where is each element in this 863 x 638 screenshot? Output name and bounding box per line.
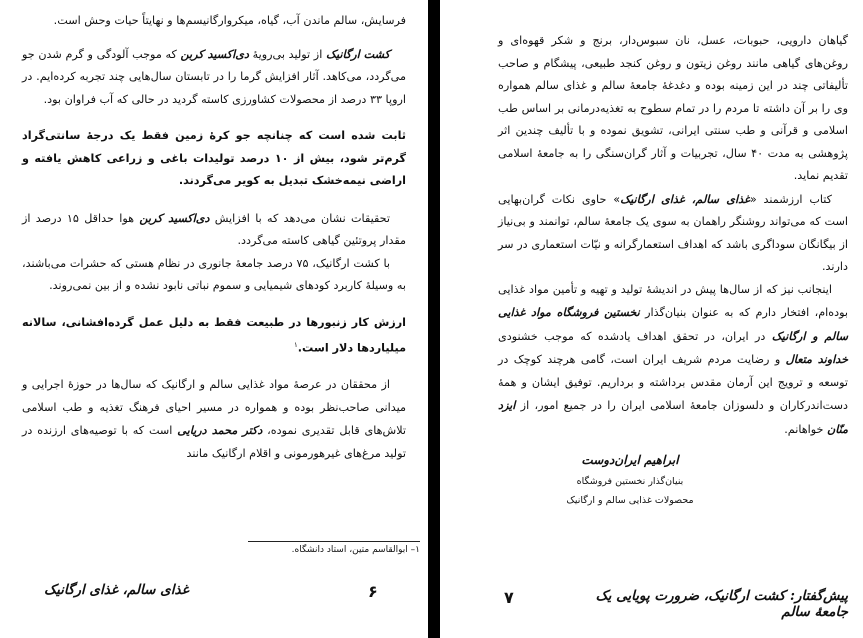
footnote-divider [248, 541, 420, 542]
paragraph-text: که موجب آلودگی و گرم شدن جو می‌گردد، می‌کاهد. آثار افزایش گرما را در تابستان سال‌هایی چند تجربه کرده‌ایم. در اروپا ۳۳ درصد از محصولات کشاورزی کاسته گردید در حالی که آب فراوان بود. [22, 47, 406, 106]
left-page-number: ۶ [368, 582, 378, 601]
emphasized-text: غذای سالم، غذای ارگانیک [620, 191, 750, 206]
paragraph-text: ثابت شده است که چنانچه جو کرهٔ زمین فقط یک درجهٔ سانتی‌گراد گرم‌تر شود، بیش از ۱۰ درصد تولیدات باغی و زراعی کاهش یافته و اراضی نیمه‌خشک تبدیل به کویر می‌گردند. [22, 129, 406, 187]
right-page-number: ۷ [504, 588, 514, 607]
paragraph [22, 43, 406, 112]
paragraph-text: از تولید بی‌رویهٔ [248, 47, 326, 61]
paragraph [498, 279, 848, 442]
paragraph-text: در ایران، در تحقق اهداف یادشده که موجب خشنودی [498, 329, 772, 343]
paragraph-text: و رضایت مردم شریف ایران است، گامی هرچند کوچک در توسعه و ترویج این آرمان مقدس برداشته و برداریم. توفیق ایشان و همهٔ دست‌اندرکاران و دلسوزان جامعهٔ اسلامی ایران را در جمیع امور، از [498, 353, 848, 412]
emphasized-text: دی‌اکسید کربن [139, 210, 210, 225]
paragraph-text: است که با توصیه‌های ارزنده در تولید مرغ‌های غیرهورمونی و اقلام ارگانیک مانند [22, 424, 406, 460]
left-page [0, 0, 428, 638]
signature-name: ابراهیم ایران‌دوست [581, 453, 679, 467]
paragraph-text: ارزش کار زنبورها در طبیعت فقط به دلیل عمل گرده‌افشانی، سالانه میلیاردها دلار است. [22, 315, 406, 355]
right-running-title: پیش‌گفتار: کشت ارگانیک، ضرورت پویایی یک جامعهٔ سالم [595, 588, 848, 620]
paragraph [22, 312, 406, 361]
paragraph-text: فرسایش، سالم ماندن آب، گیاه، میکروارگانیسم‌ها و نهایتاً حیات وحش است. [53, 14, 406, 27]
paragraph-text: اینجانب نیز که از سال‌ها پیش در اندیشهٔ تولید و تهیه و تأمین مواد غذایی بوده‌ام، افتخار دارم که به عنوان بنیان‌گذار [498, 282, 848, 319]
emphasized-text: دی‌اکسید کربن [180, 46, 249, 61]
paragraph [22, 10, 406, 33]
paragraph [498, 30, 848, 188]
emphasized-text: خداوند متعال [785, 352, 849, 366]
emphasized-text: دکتر محمد دریایی [177, 423, 263, 438]
right-page-body [498, 30, 848, 441]
footnote: ۱– ابوالقاسم متین، استاد دانشگاه. [291, 545, 420, 555]
paragraph-text: تحقیقات نشان می‌دهد که با افزایش [209, 211, 390, 225]
left-running-title: غذای سالم، غذای ارگانیک [44, 582, 189, 598]
paragraph-text: » حاوی نکات گران‌بهایی است که می‌تواند روشنگر راهمان به سوی یک جامعهٔ سالم، توانمند و بی‌نیاز از بیگانگان سوداگری باشد که اهداف استعمارگرانه و نیّات استعماری در سر دارند. [498, 192, 848, 273]
paragraph-text: گیاهان دارویی، حبوبات، عسل، نان سبوس‌دار، برنج و شکر قهوه‌ای و روغن‌های گیاهی مانند روغن زیتون و روغن کنجد طبیعی، پیشگام و صاحب تألیفاتی چند در این زمینه بوده و دغدغهٔ جامعهٔ سالم و غذای سالم همواره وی را بر آن داشته تا مردم را در تمام سطوح به تغذیه‌درمانی بر اساس طب اسلامی و قرآنی و طب سنتی ایرانی، تشویق نموده و با تألیف چندین اثر پژوهشی به مدت ۴۰ سال، تجربیات و آثار گران‌سنگی را به جامعهٔ اسلامی تقدیم نماید. [498, 34, 848, 182]
emphasized-text: نخستین فروشگاه مواد غذایی سالم و ارگانیک [498, 305, 848, 343]
paragraph [22, 374, 406, 465]
signature-title-line2: محصولات غذایی سالم و ارگانیک [566, 495, 694, 506]
paragraph-text: هوا حداقل ۱۵ درصد از مقدار پروتئین گیاهی کاسته می‌گردد. [22, 211, 406, 247]
paragraph [22, 253, 406, 298]
emphasized-text: ایزد منّان [498, 398, 848, 436]
right-page [440, 0, 863, 638]
emphasized-text: کشت ارگانیک [325, 46, 390, 61]
book-gutter [428, 0, 440, 638]
paragraph [22, 125, 406, 193]
signature-title-line1: بنیان‌گذار نخستین فروشگاه [576, 476, 684, 487]
paragraph [498, 188, 848, 279]
paragraph-text: کتاب ارزشمند « [749, 192, 833, 206]
paragraph-text: خواهانم. [784, 422, 827, 436]
paragraph-text: با کشت ارگانیک، ۷۵ درصد جامعهٔ جانوری در نظام هستی که حشرات می‌باشند، به وسیلهٔ کاربرد کودهای شیمیایی و سموم نباتی نابود نشده و از بین نمی‌روند. [22, 256, 406, 292]
footnote-marker: ۱ [294, 341, 298, 349]
paragraph [22, 207, 406, 253]
left-page-body [22, 10, 406, 465]
signature-block [500, 448, 760, 510]
paragraph-text: از محققان در عرصهٔ مواد غذایی سالم و ارگانیک که سال‌ها در حوزهٔ اجرایی و میدانی صاحب‌نظر بوده و همواره در مسیر احیای فرهنگ تغذیه و طب اسلامی تلاش‌های قابل تقدیری نموده، [22, 378, 406, 438]
